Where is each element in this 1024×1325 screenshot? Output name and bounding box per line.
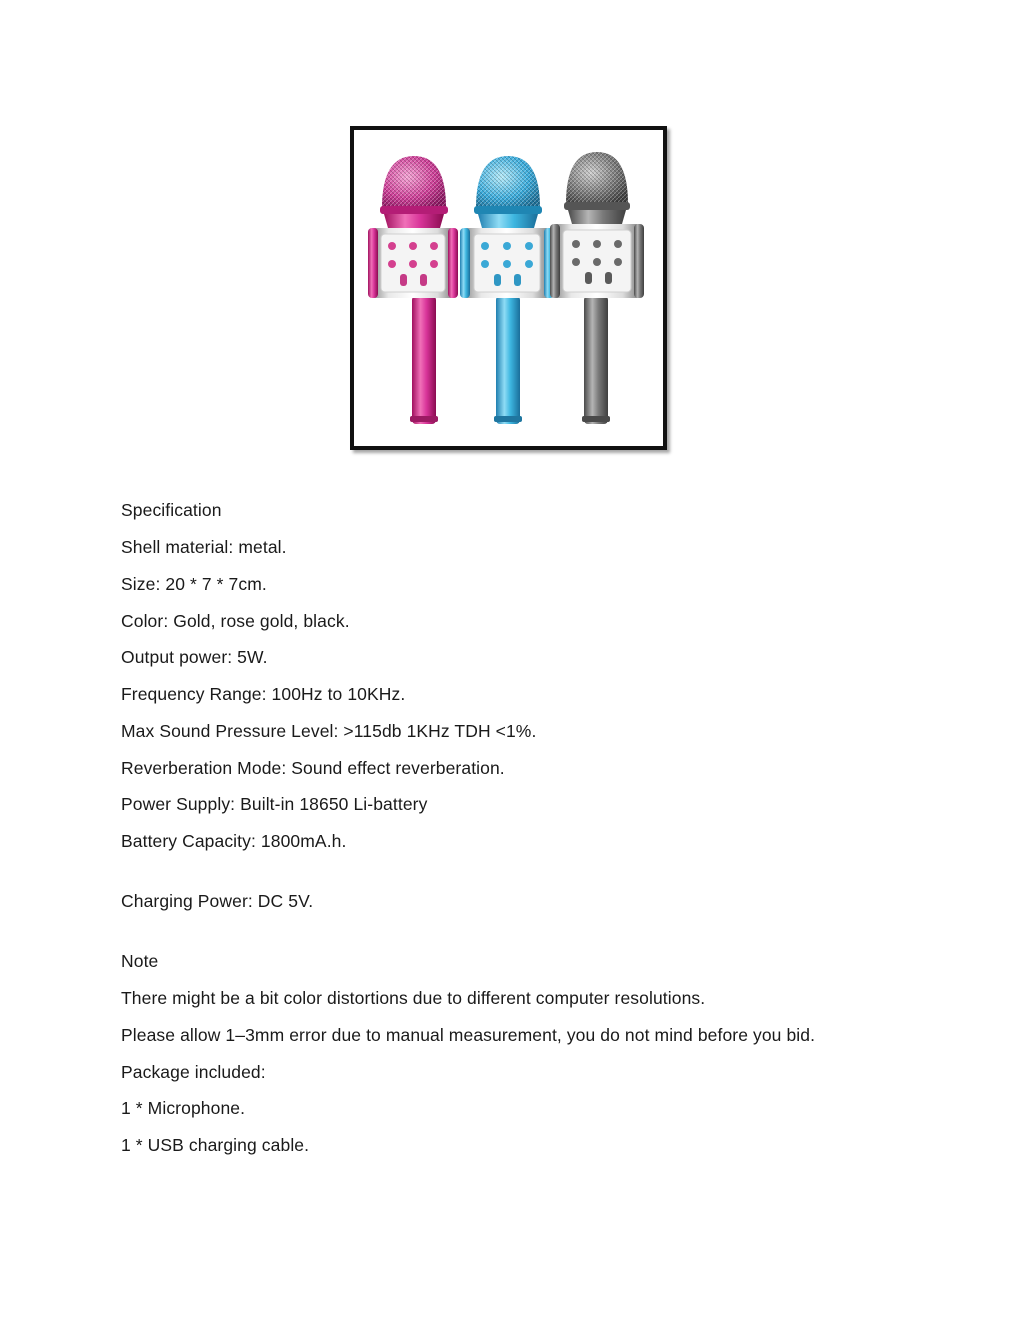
- spec-charging-power: Charging Power: DC 5V.: [121, 891, 314, 911]
- spec-shell-material: Shell material: metal.: [121, 537, 287, 557]
- spec-battery-capacity: Battery Capacity: 1800mA.h.: [121, 831, 347, 851]
- package-item-usb-cable: 1 * USB charging cable.: [121, 1135, 310, 1155]
- spec-output-power: Output power: 5W.: [121, 647, 268, 667]
- note-measurement-error: Please allow 1–3mm error due to manual measurement, you do not mind before you bid.: [121, 1025, 816, 1045]
- blue-microphone-icon: [460, 156, 554, 424]
- spec-size: Size: 20 * 7 * 7cm.: [121, 574, 267, 594]
- spec-reverberation-mode: Reverberation Mode: Sound effect reverberation.: [121, 758, 505, 778]
- karaoke-microphones-image: [354, 130, 663, 446]
- package-heading: Package included:: [121, 1062, 266, 1082]
- spec-power-supply: Power Supply: Built-in 18650 Li-battery: [121, 794, 428, 814]
- note-color-distortion: There might be a bit color distortions due to different computer resolutions.: [121, 988, 706, 1008]
- spec-frequency-range: Frequency Range: 100Hz to 10KHz.: [121, 684, 406, 704]
- product-image: [350, 126, 667, 450]
- note-heading: Note: [121, 951, 159, 971]
- package-item-microphone: 1 * Microphone.: [121, 1098, 246, 1118]
- spec-max-spl: Max Sound Pressure Level: >115db 1KHz TDH <1%.: [121, 721, 537, 741]
- spec-heading: Specification: [121, 500, 222, 520]
- grey-microphone-icon: [550, 152, 644, 424]
- spec-color: Color: Gold, rose gold, black.: [121, 611, 350, 631]
- pink-microphone-icon: [368, 156, 458, 424]
